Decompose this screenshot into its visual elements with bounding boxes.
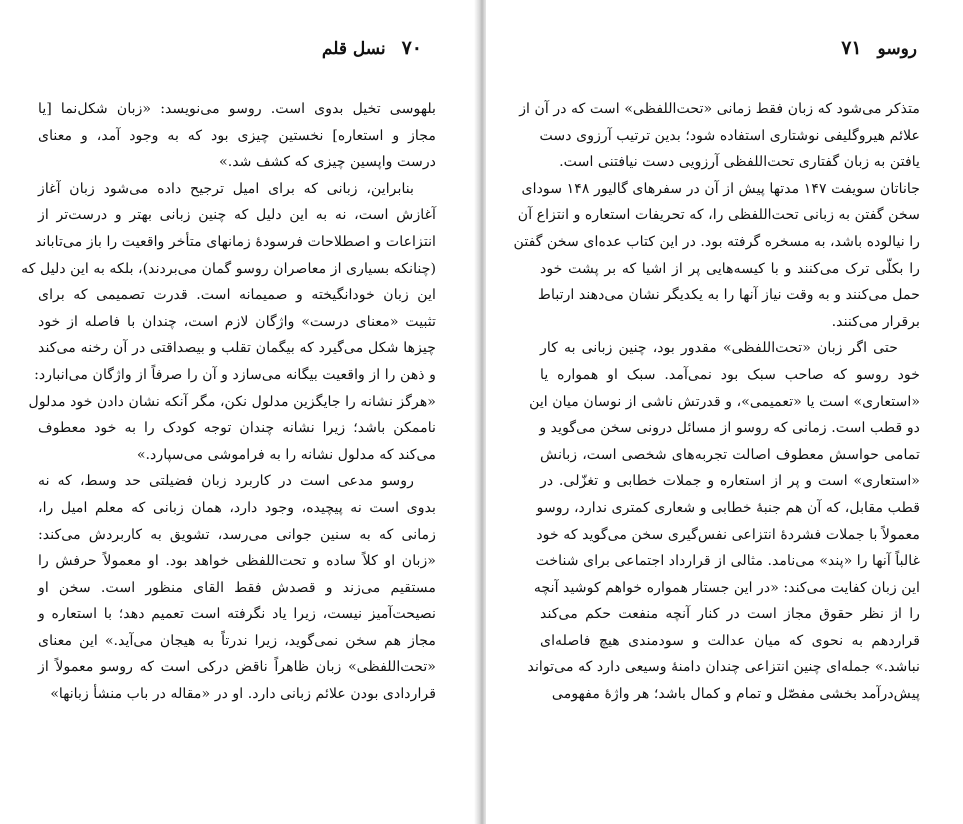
text-line: آغازش است، نه به این دلیل که چنین زبانی بهتر و درست‌تر از [38,207,436,224]
text-line: مجاز هم سخن نمی‌گوید، زیرا ندرتاً به هیجان می‌آید.» این معنای [38,632,436,649]
text-line: «استعاری» است یا «تعمیمی»، و قدرتش ناشی از نوسان میان این [529,393,920,410]
text-line: خود روسو که صاحب سبک بود نمی‌آمد. سبک او همواره یا [540,366,920,383]
text-line: برقرار می‌کنند. [831,313,920,330]
text-line: چیزها شکل می‌گیرد که بیگمان تقلب و بیصداقتی در آن رخنه می‌کند [38,340,436,357]
running-head-right [841,38,917,59]
text-line: قراردادی بودن علائم زبانی دارد. او در «مقاله در باب منشأ زبانها» [50,686,436,703]
text-line: را نیالوده باشد، به مسخره گرفته بود. در این کتاب عده‌ای سخن گفتن [513,233,920,250]
text-line: مستقیم می‌زند و قصدش فقط القای منظور است. سخن او [38,579,436,596]
text-line: بنابراین، زبانی که برای امیل ترجیح داده می‌شود زبان آغاز [38,180,414,197]
text-line: بلهوسی تخیل بدوی است. روسو می‌نویسد: «زبان شکل‌نما [یا [38,101,436,117]
text-line: نصیحت‌آمیز نیست، زیرا یاد نگرفته است تعمیم دهد؛ با استعاره و [38,606,436,623]
text-line: معمولاً با جملات فشردهٔ انتزاعی نفس‌گیری سخن می‌گوید که خود [536,526,920,543]
text-line: «زبان او کلاً ساده و تحت‌اللفظی خواهد بود. او معمولاً حرفش را [38,553,436,570]
text-line: نباشد.» جمله‌ای چنین انتزاعی چندان دامنهٔ وسیعی دارد که می‌تواند [527,659,920,676]
text-line: پیش‌درآمد بخشی مفصّل و تمام و کمال باشد؛ هر واژهٔ مفهومی [551,686,920,703]
running-head-title: روسو [877,39,917,59]
left-page-text [21,96,436,708]
text-line: قطب مقابل، که آن هم جنبهٔ خطابی و شعاری کمتری ندارد، روسو [536,499,920,516]
running-head-left [322,38,422,59]
right-page-text [513,96,920,708]
text-line: درست واپسین چیزی که کشف شد.» [219,154,436,171]
text-line: سخن گفتن به زبانی تحت‌اللفظی را، که تحریفات استعاره و انتزاع آن [517,207,920,224]
text-line: حمل می‌کنند و به وقت نیاز آنها را به یکدیگر نشان می‌دهند ارتباط [537,287,920,304]
text-line: علائم هیروگلیفی نوشتاری استفاده شود؛ بدین ترتیب آرزوی دست [539,127,920,144]
text-line: (چنانکه بسیاری از معاصران روسو گمان می‌بردند)، بلکه به این دلیل که [21,260,436,277]
text-line: حتی اگر زبان «تحت‌اللفظی» مقدور بود، چنین زبانی به کار [540,340,898,357]
text-line: را از نظر حقوق مجاز است در کنار آنچه منفعت حکم می‌کند [540,606,920,623]
text-line: انتزاعات و اصطلاحات فرسودهٔ زمانهای متأخر واقعیت را باز می‌تاباند [34,233,436,250]
text-line: بدوی است نه پیچیده، وجود دارد، همان زبانی که معلم امیل را، [38,499,436,516]
text-line: ناممکن باشد؛ زیرا نشانه چندان توجه کودک را به خود معطوف [38,420,436,437]
left-page [0,0,478,824]
text-line: غالباً آنها را «پند» می‌نامد. مثالی از قرارداد اجتماعی برای شناخت [535,553,920,570]
text-line: دو قطب است. زمانی که روسو از مسائل درونی سخن می‌گوید و [539,420,920,437]
text-line: «تحت‌اللفظی» زبان ظاهراً ناقض درکی است که روسو معمولاً از [38,659,436,676]
text-line: این زبان کفایت می‌کند: «در این جستار همواره خواهم کوشید آنچه [533,579,920,596]
text-line: و ذهن را از واقعیت بیگانه می‌سازد و آن را صرفاً از واژگان می‌انبارد: [34,366,436,383]
page-number: ۷۰ [401,37,422,59]
text-line: این زبان خودانگیخته و صمیمانه است. قدرت تصمیمی که برای [38,287,436,304]
right-page [486,0,963,824]
text-line: می‌کند که مدلول نشانه را به فراموشی می‌سپارد.» [136,446,436,463]
page-number: ۷۱ [841,37,862,59]
text-line: روسو مدعی است در کاربرد زبان فضیلتی حد وسط، که نه [38,473,414,490]
text-line: جاناتان سویفت ۱۴۷ مدتها پیش از آن در سفرهای گالیور ۱۴۸ سودای [521,180,920,197]
text-line: زمانی که به سنین جوانی می‌رسد، تشویق به کاربردش می‌کند: [38,526,436,543]
text-line: متذکر می‌شود که زبان فقط زمانی «تحت‌اللفظی» است که در آن از [519,101,920,117]
text-line: مجاز و استعاره] نخستین چیزی بود که به وجود آمد، و معنای [38,127,436,144]
text-line: را بکلّی ترک می‌کنند و با کیسه‌هایی پر از اشیا که بر پشت خود [540,260,920,277]
running-head-title: نسل قلم [321,39,386,59]
text-line: یافتن به زبان گفتاری تحت‌اللفظی آرزویی دست نیافتنی است. [559,154,920,171]
text-line: تثبیت «معنای درست» واژگان لازم است، چندان با فاصله از خود [38,313,436,330]
text-line: قراردهم به نحوی که میان عدالت و سودمندی هیچ فاصله‌ای [540,632,920,649]
text-line: «استعاری» است و پر از استعاره و جملات خطابی و تغزّلی. در [540,473,920,490]
text-line: تمامی حواسش معطوف اصالت تجربه‌های شخصی است، زبانش [540,446,920,463]
text-line: «هرگز نشانه را جایگزین مدلول نکن، مگر آنکه نشان دادن خود مدلول [28,393,436,410]
